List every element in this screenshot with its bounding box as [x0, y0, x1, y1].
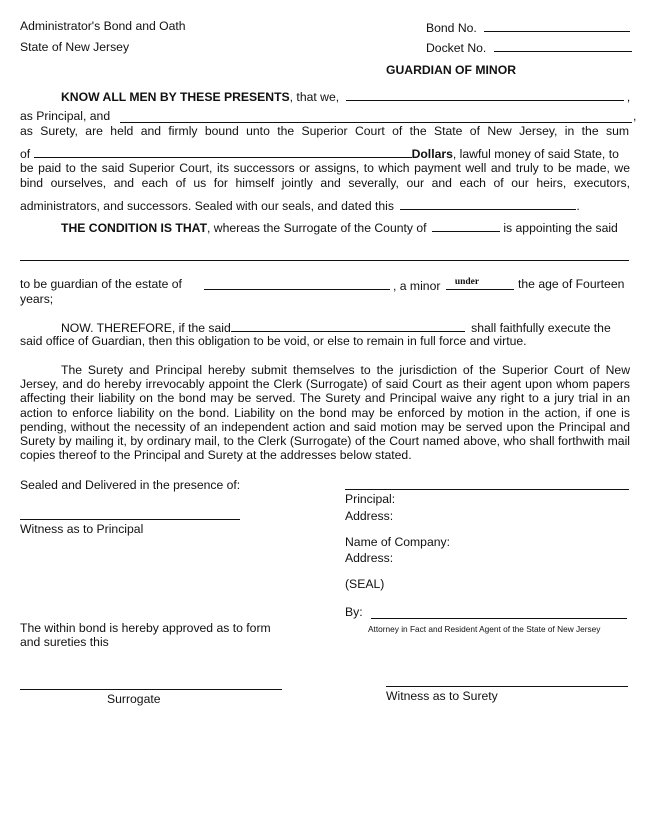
condition-text: , whereas the Surrogate of the County of — [207, 221, 427, 235]
paid-line: be paid to the said Superior Court, its successors or assigns, to which payment well and truly to be made, we — [20, 161, 630, 175]
years-text: years; — [20, 292, 54, 306]
guardian-name-field[interactable] — [20, 260, 629, 261]
document-title: GUARDIAN OF MINOR — [386, 63, 516, 77]
seal-label: (SEAL) — [345, 577, 385, 591]
now-therefore-row — [61, 320, 611, 335]
by-label: By: — [345, 605, 363, 619]
dated-row: administrators, and successors. Sealed with our seals, and dated this . — [20, 199, 580, 213]
admin-line: administrators, and successors. Sealed with our seals, and dated this — [20, 199, 394, 213]
witness-surety-line[interactable] — [386, 686, 628, 687]
surrogate-signature-line[interactable] — [20, 689, 282, 690]
approved-line1: The within bond is hereby approved as to form — [20, 621, 271, 635]
principal-label: Principal: — [345, 492, 396, 506]
comma-mark: , — [633, 109, 637, 123]
amount-field[interactable] — [34, 146, 412, 158]
witness-principal-label: Witness as to Principal — [20, 522, 144, 536]
witness-principal-line[interactable] — [20, 519, 240, 520]
dated-field[interactable] — [400, 198, 576, 210]
surety-clause: as Surety, are held and firmly bound unto the Superior Court of the State of New Jersey, in the sum — [20, 124, 629, 138]
of-label: of — [20, 147, 31, 161]
witness-surety-label: Witness as to Surety — [386, 689, 498, 703]
condition-row — [61, 220, 618, 235]
company-label: Name of Company: — [345, 535, 450, 549]
lawful-money-text: , lawful money of said State, to — [452, 147, 619, 161]
sealed-delivered-text: Sealed and Delivered in the presence of: — [20, 478, 241, 492]
condition-heading: THE CONDITION IS THAT — [61, 221, 208, 235]
guardian-text: to be guardian of the estate of — [20, 277, 182, 291]
that-we-text: , that we, — [289, 90, 340, 104]
surety-name-field[interactable] — [120, 122, 632, 123]
bond-no-row — [426, 20, 630, 35]
minor-row — [393, 277, 514, 293]
bond-no-label: Bond No. — [426, 21, 477, 35]
guardian-said-field[interactable] — [231, 320, 465, 332]
know-all-heading: KNOW ALL MEN BY THESE PRESENTS — [61, 90, 290, 104]
approved-line2: and sureties this — [20, 635, 109, 649]
as-principal-text: as Principal, and — [20, 109, 111, 123]
under-value: under — [454, 277, 480, 287]
now-therefore-text: NOW. THEREFORE, if the said — [61, 321, 231, 335]
estate-of-field[interactable] — [204, 289, 390, 290]
dollars-label: Dollars — [411, 147, 453, 161]
form-state-line: State of New Jersey — [20, 40, 130, 54]
principal-address-label: Address: — [345, 509, 394, 523]
docket-no-field[interactable] — [494, 40, 632, 52]
age-text: the age of Fourteen — [518, 277, 625, 291]
office-text: said office of Guardian, then this obligation to be void, or else to remain in full force and virtue. — [20, 334, 527, 348]
county-field[interactable] — [432, 220, 500, 232]
faithfully-text: shall faithfully execute the — [471, 321, 611, 335]
attorney-label: Attorney in Fact and Resident Agent of the State of New Jersey — [368, 624, 601, 634]
obligor-name-field[interactable] — [346, 89, 624, 101]
bind-line: bind ourselves, and each of us for himself jointly and severally, our and each of our heirs, executors, — [20, 176, 630, 190]
form-title-line1: Administrator's Bond and Oath — [20, 19, 186, 33]
surety-paragraph: The Surety and Principal hereby submit themselves to the jurisdiction of the Superior Court of New Jersey, and do hereby irrevocably appoint the Clerk (Surrogate) of said Court as their agent upon whom papers affecting their liability on the bond may be served. The Surety and Principal waive any right to a jury trial in an action to enforce liability on the bond. Liability on the bond may be enforced by motion in the action, if one is pending, without the necessity of an independent action and said motion may be served upon the Principal and Surety by mailing it, by ordinary mail, to the Clerk (Surrogate) of the Court named above, who shall forthwith mail copies thereof to the Principal and Surety at the addresses below stated. — [20, 363, 630, 463]
surrogate-label: Surrogate — [107, 692, 161, 706]
company-address-label: Address: — [345, 551, 394, 565]
minor-text: , a minor — [393, 279, 441, 293]
docket-no-row — [426, 40, 632, 55]
by-signature-line[interactable] — [371, 618, 627, 619]
age-field[interactable] — [446, 277, 514, 290]
bond-no-field[interactable] — [484, 20, 630, 32]
principal-signature-line[interactable] — [345, 489, 629, 490]
amount-row — [20, 146, 632, 161]
docket-no-label: Docket No. — [426, 41, 487, 55]
appointing-text: is appointing the said — [503, 221, 618, 235]
know-all-row: KNOW ALL MEN BY THESE PRESENTS, that we, , — [61, 90, 631, 104]
